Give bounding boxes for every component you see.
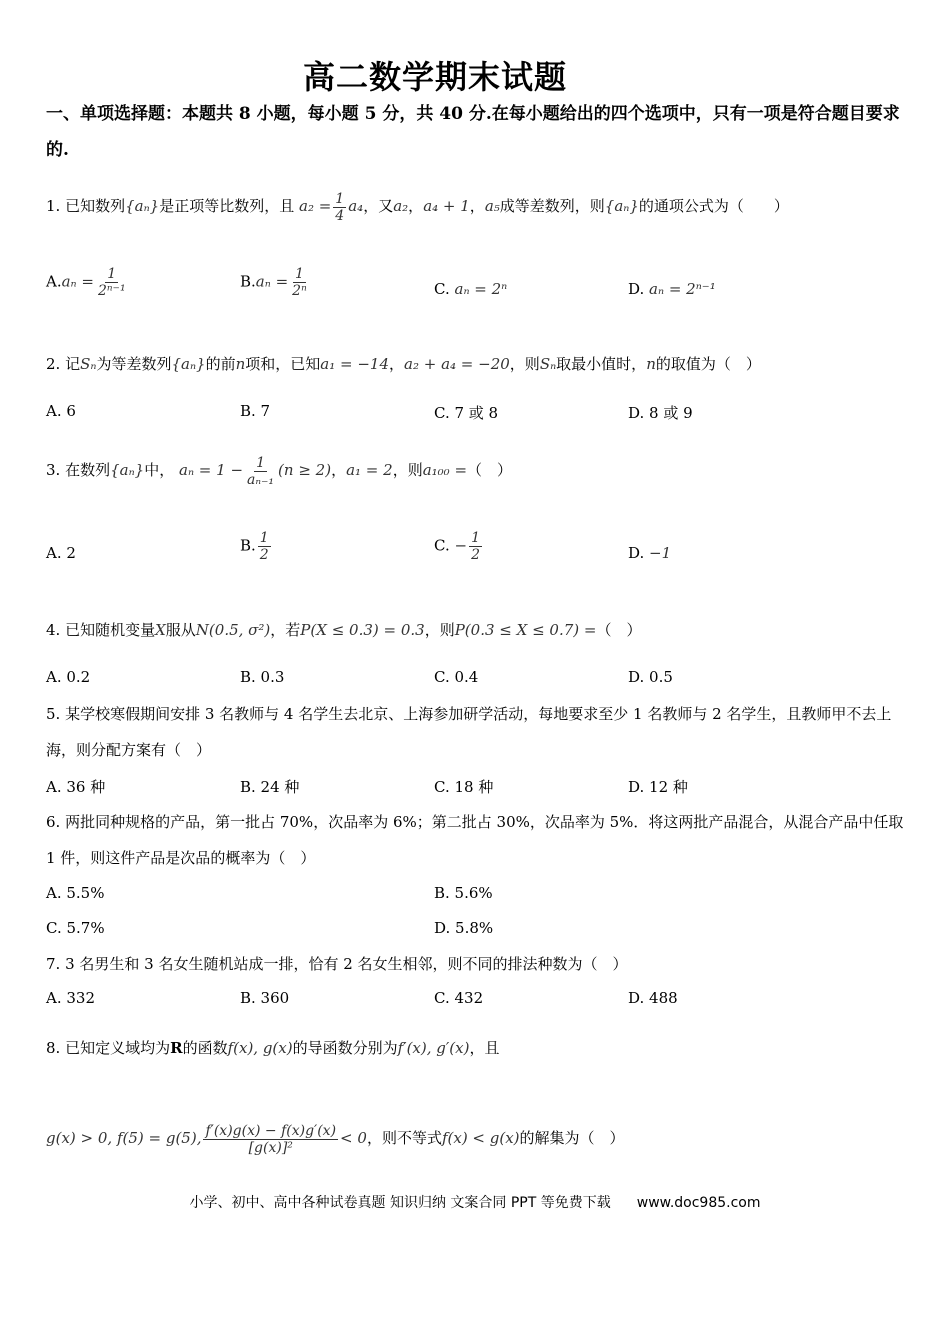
option-d[interactable]: D. 8 或 9 [628, 404, 693, 422]
options-5 [46, 776, 906, 806]
section-heading: 一、单项选择题：本题共 8 小题，每小题 5 分，共 40 分.在每小题给出的四个选项中，只有一项是符合题目要求的. [46, 104, 900, 160]
option-d[interactable]: D. 488 [628, 989, 678, 1007]
option-d[interactable]: D. 12 种 [628, 778, 688, 796]
options-2 [46, 402, 906, 432]
option-b[interactable]: B. 5.6% [434, 884, 493, 902]
option-c[interactable]: C. 5.7% [46, 919, 105, 937]
option-a[interactable]: A. 2 [46, 544, 76, 562]
question-5: 5. 某学校寒假期间安排 3 名教师与 4 名学生去北京、上海参加研学活动，每地要求至少 1 名教师与 2 名学生，且教师甲不去上海，则分配方案有（ ） [46, 705, 892, 759]
option-d[interactable]: D. aₙ = 2ⁿ⁻¹ [628, 280, 716, 298]
option-a[interactable]: A.aₙ = $\frac{1}{\text{2ⁿ⁻¹}}$ [46, 266, 126, 299]
option-c[interactable]: C. 18 种 [434, 778, 494, 796]
option-b[interactable]: B. $\frac{1}{2}$ [240, 530, 269, 563]
options-6a [46, 884, 906, 914]
option-a[interactable]: A. 332 [46, 989, 95, 1007]
question-6: 6. 两批同种规格的产品，第一批占 70%，次品率为 6%；第二批占 30%，次品率为 5%．将这两批产品混合，从混合产品中任取 1 件，则这件产品是次品的概率为（ ） [46, 813, 904, 867]
footer-text: 小学、初中、高中各种试卷真题 知识归纳 文案合同 PPT 等免费下载 [189, 1195, 611, 1211]
page-title: 高二数学期末试题 [302, 58, 567, 96]
question-8: 8. 已知定义域均为R的函数f(x), g(x)的导函数分别为f′(x), g′(x)，且 [46, 1039, 500, 1057]
option-c[interactable]: C. 0.4 [434, 668, 479, 686]
question-8-condition: g(x) > 0, f(5) = g(5), $\frac{f'(x)g(x) - f(x)g'(x)}{\text{[g(x)]²}}$ < 0，则不等式f(x) < g(x)的解集为（ ） [46, 1122, 625, 1156]
options-7 [46, 989, 906, 1019]
question-3: 3. 在数列{aₙ}中， aₙ = 1 − $\frac{1}{\text{aₙ₋₁}}$ (n ≥ 2)，a₁ = 2，则a₁₀₀ =（ ） [46, 454, 513, 488]
option-c[interactable]: C. 432 [434, 989, 484, 1007]
question-2: 2. 记Sₙ为等差数列{aₙ}的前n项和，已知a₁ = −14，a₂ + a₄ = −20，则Sₙ取最小值时，n的取值为（ ） [46, 355, 761, 373]
option-b[interactable]: B. 360 [240, 989, 290, 1007]
option-c[interactable]: C. − $\frac{1}{2}$ [434, 530, 480, 563]
option-a[interactable]: A. 36 种 [46, 778, 106, 796]
option-b[interactable]: B. 0.3 [240, 668, 285, 686]
option-b[interactable]: B. 7 [240, 402, 271, 420]
option-d[interactable]: D. 5.8% [434, 919, 494, 937]
option-a[interactable]: A. 0.2 [46, 668, 91, 686]
fraction: $\frac{1}{4}$ [335, 190, 345, 224]
options-4 [46, 668, 906, 698]
page-footer [0, 1192, 950, 1212]
option-d[interactable]: D. −1 [628, 544, 672, 562]
option-b[interactable]: B.aₙ = $\frac{1}{\text{2ⁿ}}$ [240, 266, 307, 299]
option-a[interactable]: A. 5.5% [46, 884, 105, 902]
option-c[interactable]: C. aₙ = 2ⁿ [434, 280, 508, 298]
option-c[interactable]: C. 7 或 8 [434, 404, 499, 422]
option-d[interactable]: D. 0.5 [628, 668, 673, 686]
option-b[interactable]: B. 24 种 [240, 778, 300, 796]
question-1: 1. 已知数列{aₙ}是正项等比数列，且 a₂ = $\frac{1}{4}$ a₄，又a₂，a₄ + 1，a₅成等差数列，则{aₙ}的通项公式为（ ） [46, 190, 789, 224]
question-7: 7. 3 名男生和 3 名女生随机站成一排，恰有 2 名女生相邻，则不同的排法种数为（ ） [46, 955, 628, 973]
options-1 [46, 266, 906, 299]
options-6b [46, 919, 906, 949]
footer-link[interactable]: www.doc985.com [636, 1195, 761, 1211]
options-3 [46, 530, 906, 563]
option-a[interactable]: A. 6 [46, 402, 76, 420]
question-4: 4. 已知随机变量X服从N(0.5, σ²)，若P(X ≤ 0.3) = 0.3，则P(0.3 ≤ X ≤ 0.7) =（ ） [46, 621, 642, 639]
